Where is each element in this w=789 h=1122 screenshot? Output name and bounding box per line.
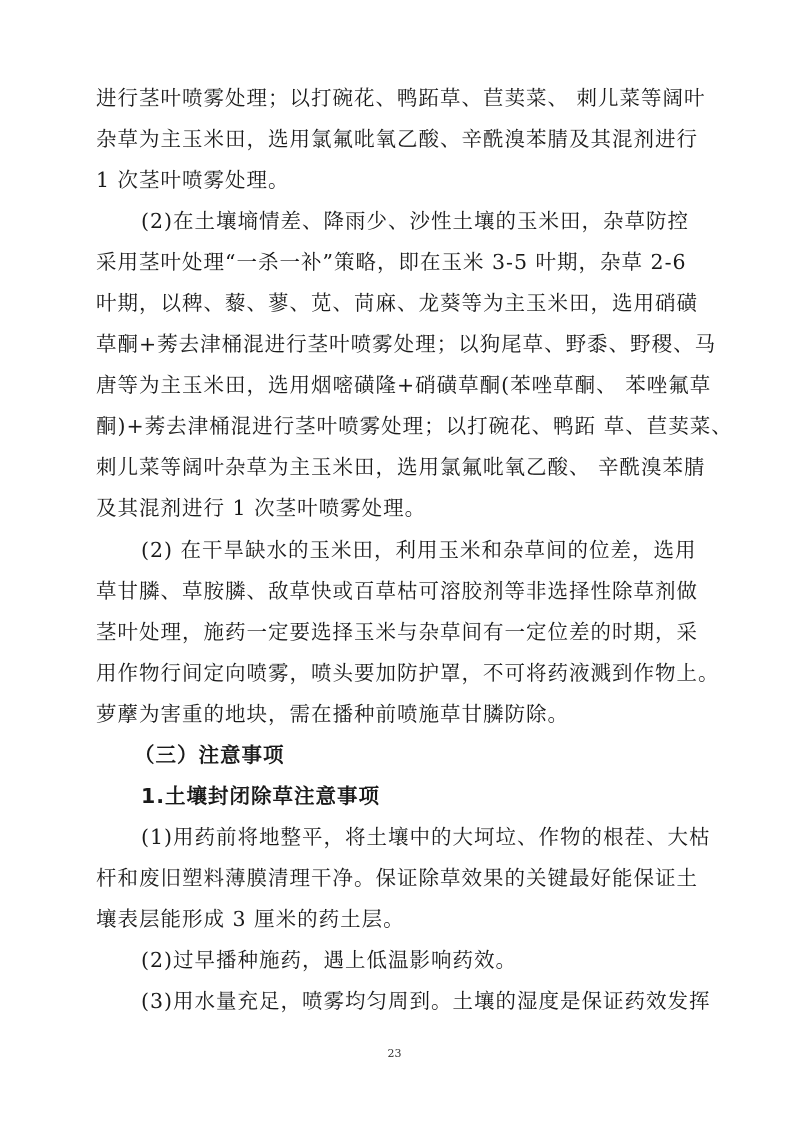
subsection-heading: 1.土壤封闭除草注意事项 — [141, 784, 381, 808]
text-line: 草甘膦、草胺膦、敌草快或百草枯可溶胶剂等非选择性除草剂做 — [96, 579, 698, 603]
text-line: 采用茎叶处理“一杀一补”策略，即在玉米 3-5 叶期，杂草 2-6 — [96, 250, 687, 274]
section-heading: （三）注意事项 — [134, 743, 285, 767]
text-line: (2)过早播种施药，遇上低温影响药效。 — [141, 948, 518, 972]
text-line: 唐等为主玉米田，选用烟嘧磺隆+硝磺草酮(苯唑草酮、 苯唑氟草 — [96, 373, 712, 397]
text-line: 用作物行间定向喷雾，喷头要加防护罩，不可将药液溅到作物上。 — [96, 661, 720, 685]
text-line: (1)用药前将地整平，将土壤中的大坷垃、作物的根茬、大枯 — [141, 825, 711, 849]
text-line: 壤表层能形成 3 厘米的药土层。 — [96, 907, 405, 931]
text-line: 及其混剂进行 1 次茎叶喷雾处理。 — [96, 496, 427, 520]
text-line: 杆和废旧塑料薄膜清理干净。保证除草效果的关键最好能保证土 — [96, 866, 698, 890]
text-line: (3)用水量充足，喷雾均匀周到。土壤的湿度是保证药效发挥 — [141, 989, 711, 1013]
page-number: 23 — [387, 1047, 402, 1060]
text-line: 草酮+莠去津桶混进行茎叶喷雾处理；以狗尾草、野黍、野稷、马 — [96, 332, 717, 356]
text-line: 刺儿菜等阔叶杂草为主玉米田，选用氯氟吡氧乙酸、 辛酰溴苯腈 — [96, 455, 706, 479]
text-line: (2)在土壤墒情差、降雨少、沙性土壤的玉米田，杂草防控 — [141, 209, 690, 233]
text-line: 杂草为主玉米田，选用氯氟吡氧乙酸、辛酰溴苯腈及其混剂进行 — [96, 127, 698, 151]
text-line: 茎叶处理，施药一定要选择玉米与杂草间有一定位差的时期，采 — [96, 620, 698, 644]
text-line: 萝藦为害重的地块，需在播种前喷施草甘膦防除。 — [96, 702, 569, 726]
text-line: (2) 在干旱缺水的玉米田，利用玉米和杂草间的位差，选用 — [141, 538, 697, 562]
text-line: 叶期，以稗、藜、蓼、苋、苘麻、龙葵等为主玉米田，选用硝磺 — [96, 291, 698, 315]
text-line: 进行茎叶喷雾处理；以打碗花、鸭跖草、苣荬菜、 刺儿菜等阔叶 — [96, 86, 706, 110]
text-line: 1 次茎叶喷雾处理。 — [96, 168, 290, 192]
text-line: 酮)+莠去津桶混进行茎叶喷雾处理；以打碗花、鸭跖 草、苣荬菜、 — [96, 414, 733, 438]
